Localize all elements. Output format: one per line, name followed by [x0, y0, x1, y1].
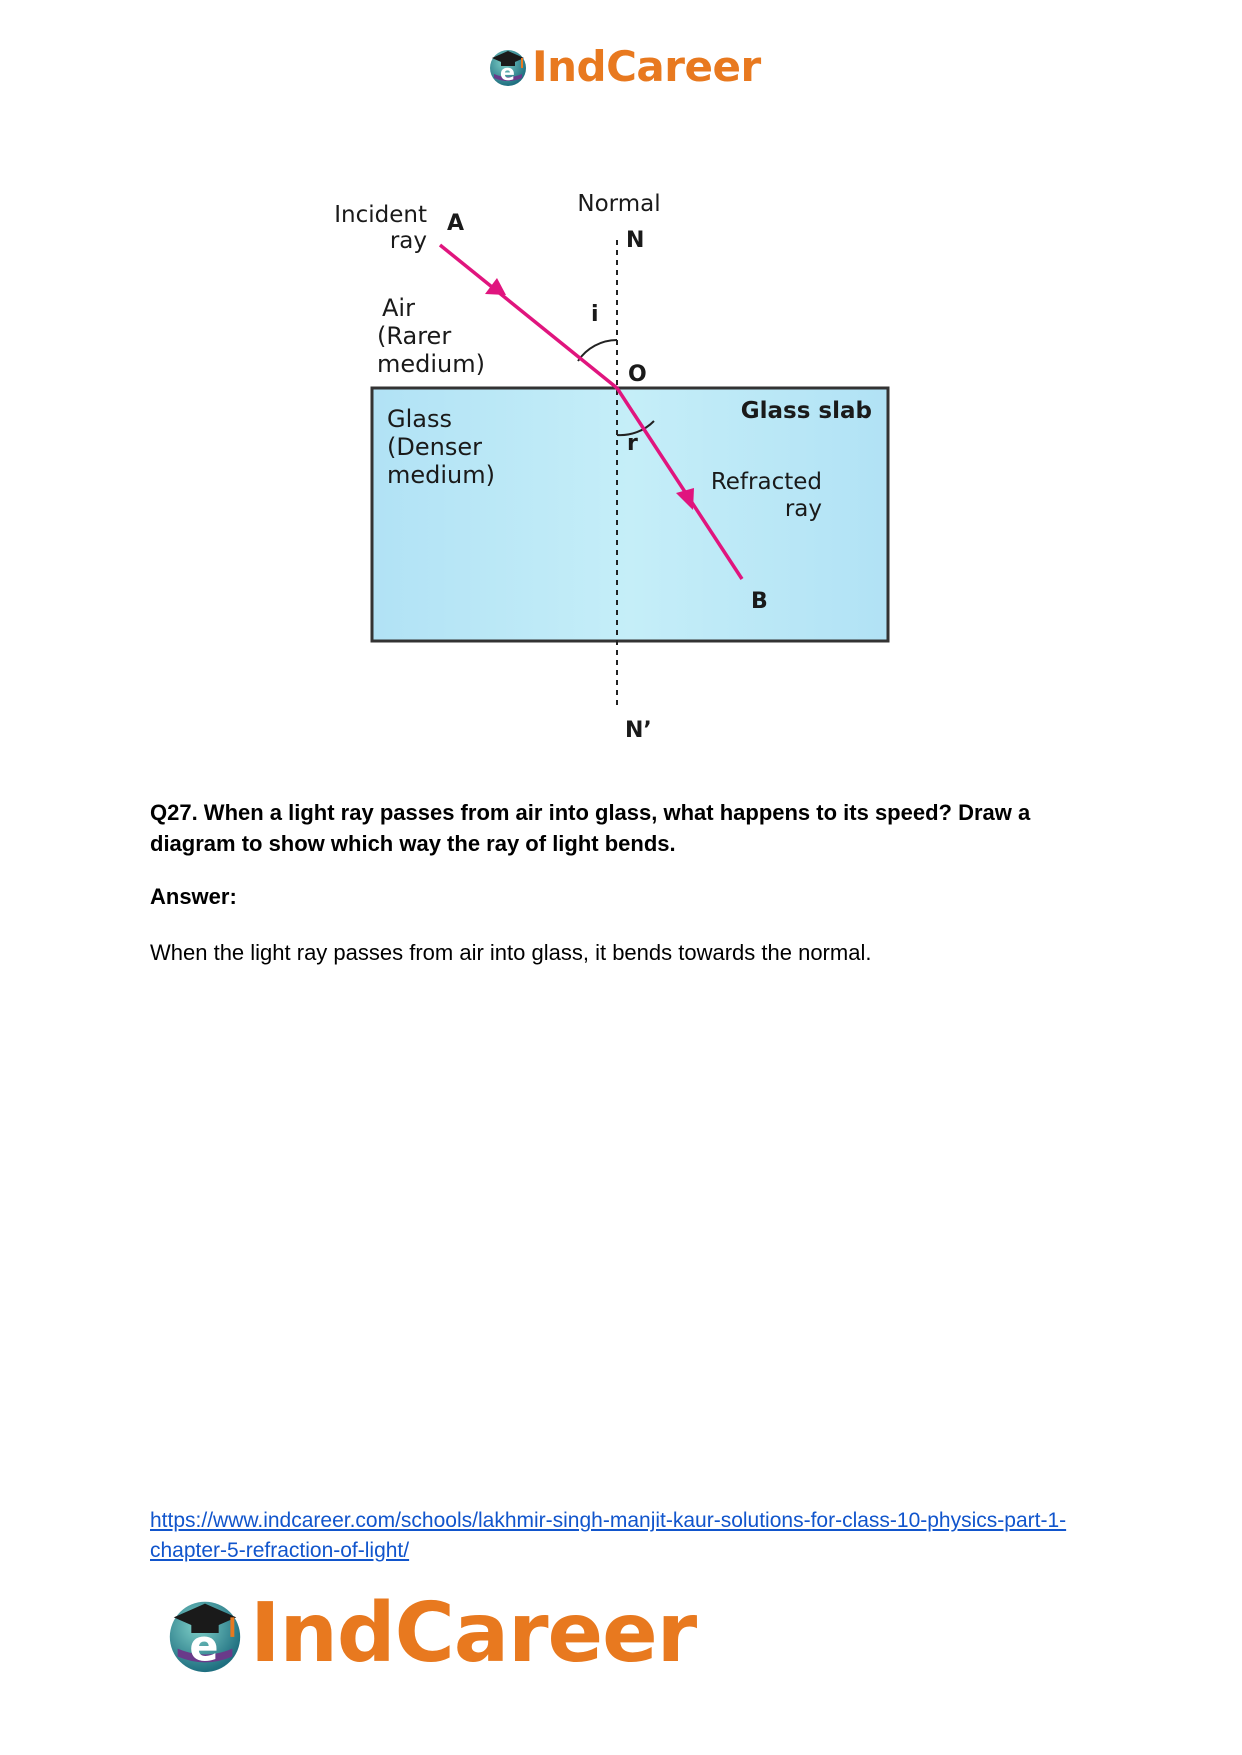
- point-n-prime-label: N’: [625, 718, 652, 743]
- incident-ray-label-2: ray: [389, 228, 427, 254]
- source-link[interactable]: https://www.indcareer.com/schools/lakhmir-singh-manjit-kaur-solutions-for-class-10-physics-part-1-chapter-5-refraction-of-light/: [150, 1509, 1067, 1562]
- graduation-cap-globe-icon: [486, 44, 530, 88]
- logo-wordmark: IndCareer: [532, 41, 761, 91]
- question-text: Q27. When a light ray passes from air into glass, what happens to its speed? Draw a diagram to show which way the ray of light bends.: [150, 800, 1031, 856]
- glass-label-2: (Denser: [387, 433, 482, 461]
- glass-label-3: medium): [387, 461, 495, 489]
- refracted-ray-label-2: ray: [784, 496, 822, 522]
- point-b-label: B: [751, 589, 768, 614]
- air-label-2: (Rarer: [377, 322, 452, 350]
- header-logo[interactable]: [486, 40, 761, 92]
- svg-text:e: e: [500, 61, 515, 86]
- svg-text:e: e: [189, 1621, 219, 1672]
- answer-label: Answer:: [150, 884, 237, 909]
- air-label-1: Air: [382, 294, 415, 322]
- air-label-3: medium): [377, 350, 485, 378]
- point-n-label: N: [626, 228, 645, 253]
- refraction-diagram: [320, 185, 920, 745]
- angle-r-label: r: [627, 431, 638, 456]
- angle-i-label: i: [591, 302, 599, 327]
- normal-label: Normal: [577, 191, 661, 217]
- refracted-ray-label-1: Refracted: [710, 469, 822, 495]
- footer-logo[interactable]: [162, 1583, 696, 1683]
- angle-i-arc: [578, 340, 617, 361]
- answer-text: When the light ray passes from air into glass, it bends towards the normal.: [150, 940, 872, 965]
- logo-wordmark: IndCareer: [250, 1585, 697, 1681]
- incident-arrow: [485, 278, 506, 295]
- graduation-cap-globe-icon: [162, 1590, 248, 1676]
- glass-slab-label: Glass slab: [740, 398, 872, 424]
- incident-ray-label-1: Incident: [334, 202, 427, 228]
- point-a-label: A: [447, 211, 465, 236]
- point-o-label: O: [628, 362, 647, 387]
- glass-label-1: Glass: [387, 405, 452, 433]
